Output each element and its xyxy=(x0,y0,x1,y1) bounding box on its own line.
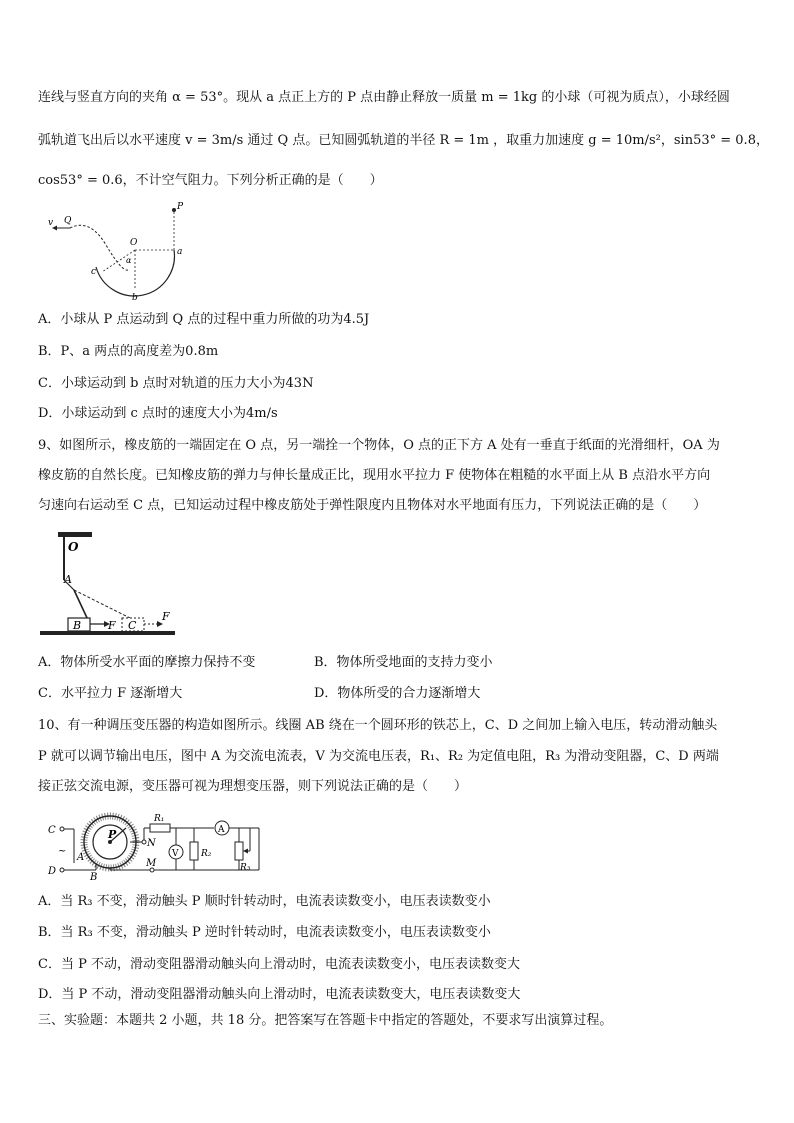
section-3-heading: 三、实验题：本题共 2 小题，共 18 分。把答案写在答题卡中指定的答题处，不要求写出演算过程。 xyxy=(38,1013,613,1028)
q9-line-1: 9、如图所示，橡皮筋的一端固定在 O 点，另一端拴一个物体，O 点的正下方 A 处有一垂直于纸面的光滑细杆，OA 为 xyxy=(38,438,720,453)
fig9-label-C: C xyxy=(128,619,137,632)
fig10-label-C: C xyxy=(48,825,56,836)
fig10-label-D: D xyxy=(48,866,57,877)
fig10-label-tilde: ~ xyxy=(58,846,67,857)
fig8-label-a: a xyxy=(177,247,183,257)
fig8-label-O: O xyxy=(130,238,138,248)
fig10-label-P: P xyxy=(108,828,117,841)
fig9-label-O: O xyxy=(68,540,79,554)
q9-option-c: C．水平拉力 F 逐渐增大 xyxy=(38,686,183,701)
fig10-label-R2: R₂ xyxy=(201,849,212,859)
q9-option-b: B．物体所受地面的支持力变小 xyxy=(314,655,493,670)
q9-line-3: 匀速向右运动至 C 点，已知运动过程中橡皮筋处于弹性限度内且物体对水平地面有压力，下列说法正确的是（ ） xyxy=(38,498,707,513)
q8-line-1: 连线与竖直方向的夹角 α = 53°。现从 a 点正上方的 P 点由静止释放一质量 m = 1kg 的小球（可视为质点），小球经圆 xyxy=(38,90,730,105)
fig10-label-ammeter: A xyxy=(218,825,225,835)
fig9-label-A: A xyxy=(64,573,72,586)
q10-transformer-figure xyxy=(44,808,274,882)
fig10-label-A: A xyxy=(77,852,85,863)
fig8-label-c: c xyxy=(91,267,97,277)
fig8-label-v: v xyxy=(48,218,54,228)
fig10-label-R1: R₁ xyxy=(154,814,165,824)
fig10-label-N: N xyxy=(147,838,156,849)
q10-option-c: C．当 P 不动，滑动变阻器滑动触头向上滑动时，电流表读数变小，电压表读数变大 xyxy=(38,957,520,972)
fig10-label-R3: R₃ xyxy=(240,863,251,873)
q10-line-1: 10、有一种调压变压器的构造如图所示。线圈 AB 绕在一个圆环形的铁芯上，C、D 之间加上输入电压，转动滑动触头 xyxy=(38,718,718,733)
fig10-label-M: M xyxy=(146,858,157,869)
fig8-label-b: b xyxy=(132,293,138,302)
q9-line-2: 橡皮筋的自然长度。已知橡皮筋的弹力与伸长量成正比，现用水平拉力 F 使物体在粗糙的水平面上从 B 点沿水平方向 xyxy=(38,468,711,483)
fig9-label-B: B xyxy=(73,619,82,632)
fig9-label-F2: F xyxy=(162,610,170,623)
fig8-label-Q: Q xyxy=(64,216,72,226)
fig8-label-alpha: α xyxy=(126,256,132,265)
fig10-label-voltmeter: V xyxy=(172,849,179,859)
q9-option-d: D．物体所受的合力逐渐增大 xyxy=(314,686,481,701)
q10-line-3: 接正弦交流电源，变压器可视为理想变压器，则下列说法正确的是（ ） xyxy=(38,779,468,794)
fig10-label-B: B xyxy=(90,872,98,882)
q8-track-figure xyxy=(40,200,190,302)
q8-option-c: C．小球运动到 b 点时对轨道的压力大小为43N xyxy=(38,376,314,391)
q8-option-b: B．P、a 两点的高度差为0.8m xyxy=(38,344,219,359)
q8-line-3: cos53° = 0.6，不计空气阻力。下列分析正确的是（ ） xyxy=(38,173,383,188)
q10-option-a: A．当 R₃ 不变，滑动触头 P 顺时针转动时，电流表读数变小，电压表读数变小 xyxy=(38,894,491,909)
q8-line-2: 弧轨道飞出后以水平速度 v = 3m/s 通过 Q 点。已知圆弧轨道的半径 R = 1m ，取重力加速度 g = 10m/s²，sin53° = 0.8， xyxy=(38,133,769,148)
q10-option-d: D．当 P 不动，滑动变阻器滑动触头向上滑动时，电流表读数变大，电压表读数变大 xyxy=(38,987,521,1002)
q10-line-2: P 就可以调节输出电压，图中 A 为交流电流表，V 为交流电压表，R₁、R₂ 为定值电阻，R₃ 为滑动变阻器，C、D 两端 xyxy=(38,749,719,764)
q8-option-a: A．小球从 P 点运动到 Q 点的过程中重力所做的功为4.5J xyxy=(38,312,370,327)
q8-option-d: D．小球运动到 c 点时的速度大小为4m/s xyxy=(38,406,278,421)
q9-rubber-band-figure xyxy=(40,528,180,640)
fig8-label-P: P xyxy=(177,202,184,212)
q9-option-a: A．物体所受水平面的摩擦力保持不变 xyxy=(38,655,256,670)
fig9-label-F1: F xyxy=(108,619,116,632)
q10-option-b: B．当 R₃ 不变，滑动触头 P 逆时针转动时，电流表读数变小，电压表读数变小 xyxy=(38,925,491,940)
